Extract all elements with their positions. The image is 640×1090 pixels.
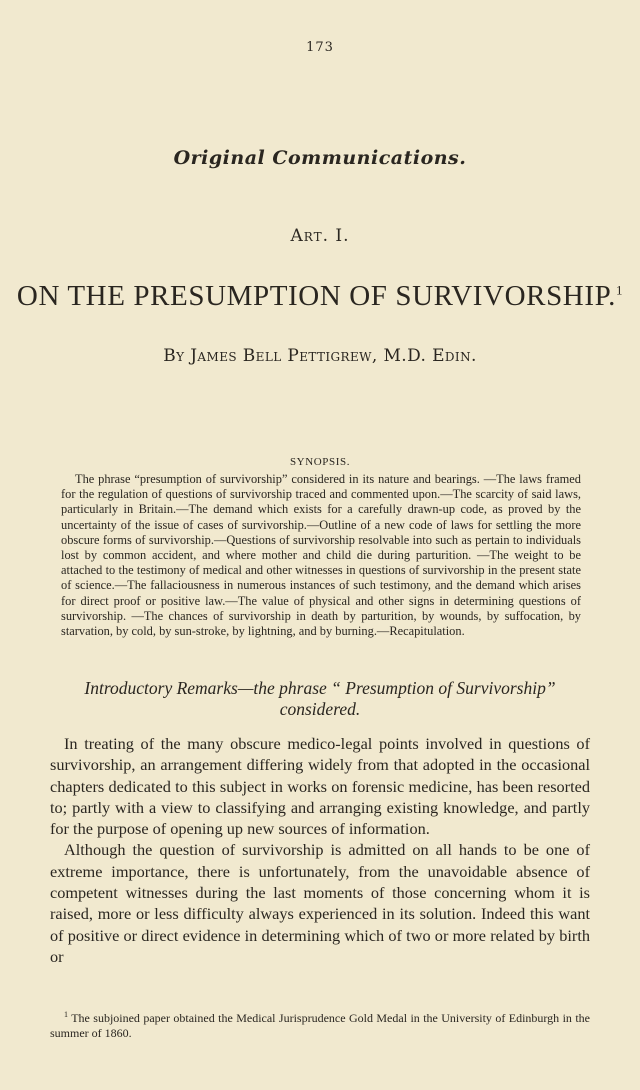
- author-line: By James Bell Pettigrew, M.D. Edin.: [163, 346, 477, 366]
- paragraph: In treating of the many obscure medico-legal points involved in questions of survivorship, an arrangement differing widely from that adopted in the occasional chapters dedicated to this subject in works on forensic medicine, has been resorted to; partly with a view to classifying and arranging existing knowledge, and partly for the purpose of opening up new sources of information.: [50, 734, 590, 839]
- section-header: Original Communications.: [173, 147, 467, 169]
- body-text: [50, 733, 590, 967]
- article-number: Art. I.: [290, 226, 350, 246]
- intro-heading: Introductory Remarks—the phrase “ Presumption of Survivorship” considered.: [84, 678, 556, 719]
- footnote: [50, 1007, 590, 1041]
- article-title: [0, 280, 640, 313]
- synopsis-heading: SYNOPSIS.: [289, 456, 351, 468]
- paragraph: Although the question of survivorship is admitted on all hands to be one of extreme importance, there is unfortunately, from the unavoidable absence of competent witnesses during the last moments of those concerning whom it is raised, more or less difficulty always experienced in its solution. Indeed this want of positive or direct evidence in determining which of two or more related by birth or: [50, 840, 590, 966]
- article-title-text: ON THE PRESUMPTION OF SURVIVORSHIP.: [16, 280, 616, 312]
- footnote-mark: 1: [64, 1010, 68, 1019]
- footnote-text: The subjoined paper obtained the Medical Jurisprudence Gold Medal in the University of Edinburgh in the summer of 1860.: [50, 1011, 590, 1040]
- synopsis-text: The phrase “presumption of survivorship” considered in its nature and bearings. —The laws framed for the regulation of questions of survivorship traced and commented upon.—The scarcity of said laws, particularly in Britain.—The demand which exists for a carefully drawn-up code, as proved by the uncertainty of the issue of cases of survivorship.—Outline of a new code of laws for settling the more obscure forms of survivorship.—Questions of survivorship resolvable into such as pertain to individuals lost by common accident, and where mother and child die during parturition. —The weight to be attached to the testimony of medical and other witnesses in questions of survivorship in the present state of science.—The fallaciousness in numerous instances of such testimony, and the demand which arises for direct proof or positive law.—The value of physical and other signs in determining questions of survivorship. —The chances of survivorship in death by parturition, by wounds, by suffocation, by starvation, by cold, by sun-stroke, by lightning, and by burning.—Recapitulation.: [61, 472, 581, 639]
- title-footnote-mark: 1: [615, 282, 624, 298]
- page-number: 173: [306, 40, 334, 55]
